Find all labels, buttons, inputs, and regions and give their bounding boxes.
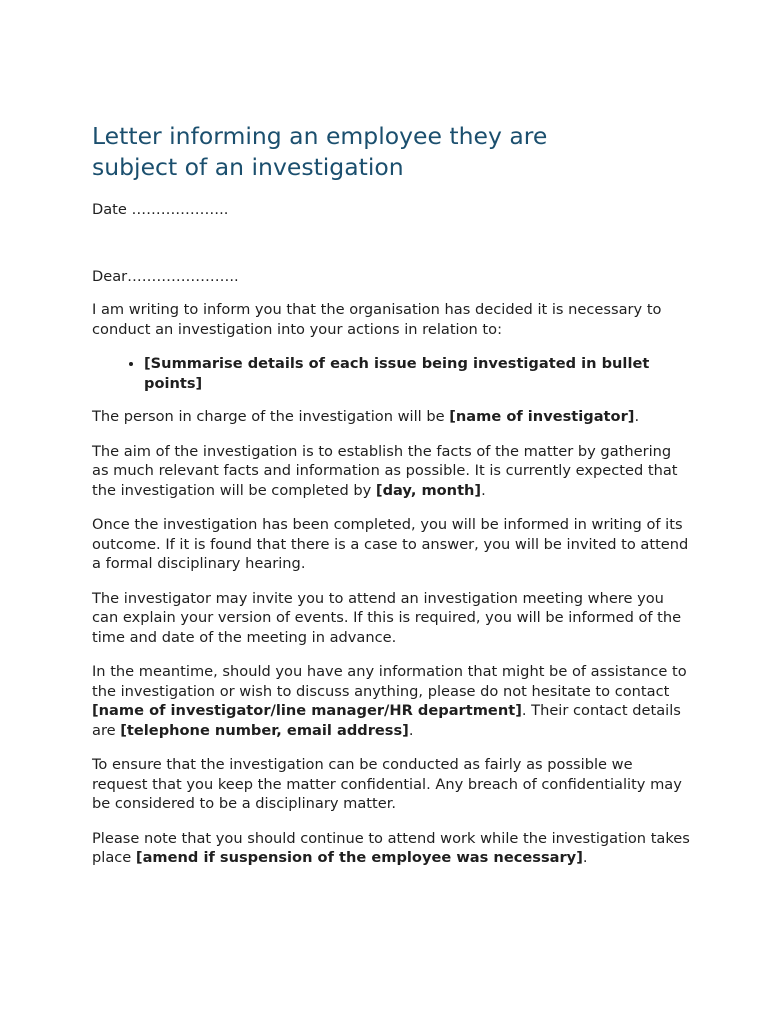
outcome-paragraph: Once the investigation has been completed, you will be informed in writing of its outcome. If it is found that there is a case to answer, you will be invited to attend a formal disciplinary hearing. [92, 516, 689, 572]
document-title [92, 121, 692, 183]
letter-body [92, 200, 692, 883]
paragraph-text: In the meantime, should you have any information that might be of assistance to the investigation or wish to discuss anything, please do not hesitate to contact [92, 663, 687, 700]
paragraph-end: . [408, 721, 414, 739]
confidential-paragraph: To ensure that the investigation can be conducted as fairly as possible we request that you keep the matter confidential. Any breach of confidentiality may be considered to be a disciplinary matter. [92, 756, 682, 812]
investigator-paragraph [92, 407, 692, 427]
paragraph-text: The aim of the investigation is to establish the facts of the matter by gathering as much relevant facts and information as possible. It is currently expected that the investigation will be completed by [92, 442, 678, 499]
placeholder-contact-details: [telephone number, email address] [120, 721, 409, 739]
placeholder-suspension: [amend if suspension of the employee was necessary] [135, 849, 583, 866]
date-line: Date ……………….. [92, 201, 229, 218]
meeting-paragraph: The investigator may invite you to attend an investigation meeting where you can explain your version of events. If this is required, you will be informed of the time and date of the meeting in advance. [92, 589, 682, 646]
paragraph-end: . [634, 408, 640, 425]
salutation: Dear………………….. [92, 267, 239, 285]
meantime-paragraph [92, 662, 692, 740]
title-line-1: Letter informing an employee they are [92, 122, 548, 150]
list-item: • [Summarise details of each issue being investigated in bullet points] [144, 354, 692, 393]
paragraph-end: . [481, 481, 486, 499]
placeholder-investigator: [name of investigator] [449, 408, 635, 425]
paragraph-text: The person in charge of the investigation will be [92, 408, 450, 425]
aim-paragraph [92, 442, 692, 501]
paragraph-end: . [582, 849, 588, 866]
placeholder-contact: [name of investigator/line manager/HR department] [92, 702, 522, 719]
intro-paragraph: I am writing to inform you that the organisation has decided it is necessary to conduct an investigation into your actions in relation to: [92, 301, 662, 338]
paragraph-text: Please note that you should continue to attend work while the investigation takes place [92, 829, 690, 866]
attend-work-paragraph [92, 829, 692, 868]
placeholder-date: [day, month] [375, 481, 482, 499]
issue-bullet-list [92, 354, 692, 393]
title-line-2: subject of an investigation [92, 153, 404, 181]
paragraph-text: . Their contact details are [92, 702, 681, 739]
